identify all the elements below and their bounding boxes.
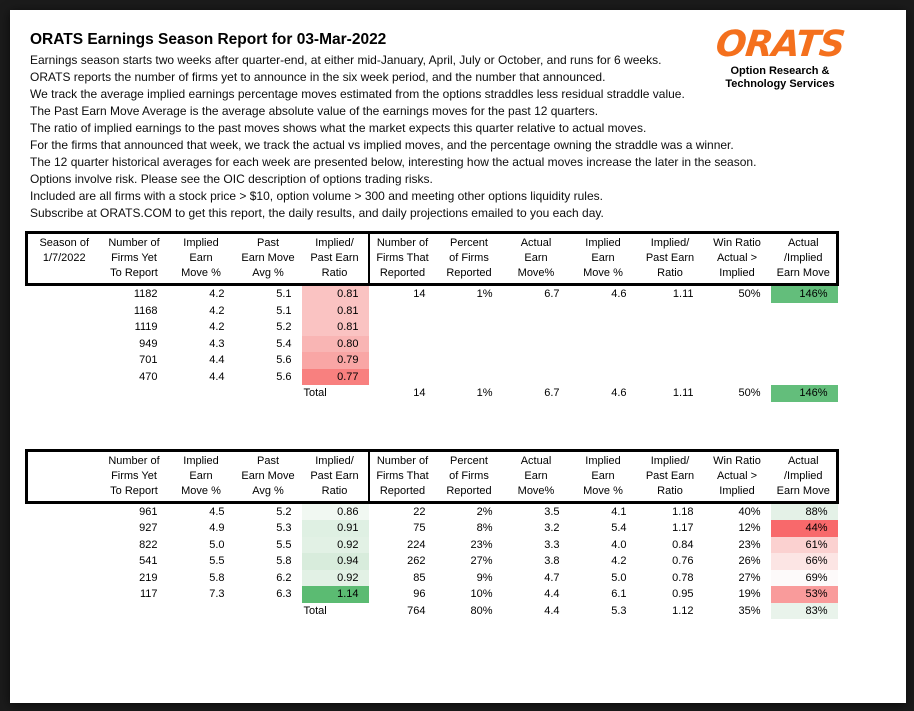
data-cell — [704, 319, 771, 336]
data-row — [27, 537, 838, 554]
data-cell — [27, 352, 101, 369]
data-cell: 0.77 — [302, 369, 369, 386]
data-cell — [771, 369, 838, 386]
total-cell: Total — [303, 604, 327, 617]
column-header: Past Earn Move Avg % — [235, 450, 302, 502]
data-cell — [570, 369, 637, 386]
data-cell — [369, 369, 436, 386]
data-cell: 0.78 — [672, 571, 694, 584]
column-header: Number of Firms Yet To Report — [101, 450, 168, 502]
data-cell: 85 — [413, 571, 426, 584]
data-cell — [570, 336, 637, 353]
total-cell — [27, 603, 101, 620]
current-season-table-body — [27, 285, 838, 402]
report-title: ORATS Earnings Season Report for 03-Mar-2022 — [30, 31, 387, 48]
data-cell: 0.81 — [302, 303, 369, 320]
data-cell — [369, 336, 436, 353]
data-cell: 1.11 — [672, 288, 694, 301]
data-cell: 26% — [738, 555, 761, 568]
data-row — [27, 369, 838, 386]
data-cell: 6.1 — [611, 588, 627, 601]
data-row — [27, 336, 838, 353]
data-cell: 5.2 — [276, 321, 292, 334]
data-cell: 0.81 — [302, 285, 369, 303]
data-cell: 19% — [738, 588, 761, 601]
data-cell: 5.1 — [276, 304, 292, 317]
data-cell: 4.2 — [209, 321, 225, 334]
intro-line: The Past Earn Move Average is the average absolute value of the earnings moves for the past 12 quarters. — [30, 104, 599, 118]
data-cell: 5.0 — [611, 571, 627, 584]
data-cell — [771, 352, 838, 369]
current-season-table — [25, 231, 839, 402]
data-cell — [27, 520, 101, 537]
data-cell: 4.0 — [611, 538, 627, 551]
column-header: Implied/ Past Earn Ratio — [637, 450, 704, 502]
data-cell: 66% — [771, 553, 838, 570]
data-cell: 0.76 — [672, 555, 694, 568]
orats-tagline — [712, 65, 848, 91]
data-cell: 0.86 — [302, 502, 369, 520]
data-cell: 4.2 — [209, 288, 225, 301]
data-cell: 88% — [771, 502, 838, 520]
total-cell: 50% — [738, 387, 761, 400]
data-cell: 701 — [139, 354, 158, 367]
data-cell: 6.7 — [544, 288, 560, 301]
data-cell: 3.3 — [544, 538, 560, 551]
data-cell: 5.1 — [276, 288, 292, 301]
data-cell — [503, 319, 570, 336]
column-header: Implied Earn Move % — [570, 450, 637, 502]
data-cell: 1.18 — [672, 505, 694, 518]
current-season-table-header — [27, 233, 838, 285]
total-cell: 35% — [738, 604, 761, 617]
total-cell — [101, 603, 168, 620]
column-header: Actual Earn Move% — [503, 233, 570, 285]
data-cell: 0.94 — [302, 553, 369, 570]
data-cell: 8% — [476, 522, 493, 535]
column-header: Implied/ Past Earn Ratio — [637, 233, 704, 285]
column-header: Implied/ Past Earn Ratio — [302, 233, 369, 285]
data-cell: 0.95 — [672, 588, 694, 601]
data-cell: 27% — [738, 571, 761, 584]
data-cell: 40% — [738, 505, 761, 518]
total-cell: 80% — [470, 604, 493, 617]
total-cell: 14 — [413, 387, 426, 400]
total-cell — [27, 385, 101, 402]
data-cell: 146% — [771, 285, 838, 303]
data-cell — [27, 336, 101, 353]
data-cell — [436, 352, 503, 369]
total-cell — [101, 385, 168, 402]
data-cell — [436, 336, 503, 353]
data-cell: 1.17 — [672, 522, 694, 535]
data-cell: 224 — [407, 538, 426, 551]
data-cell: 0.92 — [302, 570, 369, 587]
data-cell — [704, 369, 771, 386]
data-cell — [637, 336, 704, 353]
total-cell — [235, 603, 302, 620]
data-cell — [27, 369, 101, 386]
orats-wordmark-text: ORATS — [713, 24, 847, 65]
data-cell: 4.5 — [209, 505, 225, 518]
data-cell: 4.9 — [209, 522, 225, 535]
data-cell: 12% — [738, 522, 761, 535]
data-cell: 1% — [476, 288, 493, 301]
data-cell: 117 — [139, 588, 158, 601]
data-cell — [436, 319, 503, 336]
historical-averages-table — [25, 449, 839, 620]
data-cell — [637, 303, 704, 320]
data-cell: 2% — [476, 505, 493, 518]
data-cell: 5.6 — [276, 370, 292, 383]
data-cell — [503, 303, 570, 320]
report-page — [10, 10, 906, 703]
column-header — [27, 450, 101, 502]
data-cell — [27, 502, 101, 520]
column-header: Implied/ Past Earn Ratio — [302, 450, 369, 502]
data-cell: 1.14 — [302, 586, 369, 603]
orats-tagline-line2: Technology Services — [725, 78, 835, 90]
column-header: Implied Earn Move % — [168, 233, 235, 285]
data-cell — [570, 303, 637, 320]
column-header: Percent of Firms Reported — [436, 450, 503, 502]
orats-tagline-line1: Option Research & — [730, 65, 830, 77]
data-cell — [27, 285, 101, 303]
data-cell — [570, 319, 637, 336]
data-cell: 61% — [771, 537, 838, 554]
intro-line: We track the average implied earnings percentage moves estimated from the options straddles less residual straddle value. — [30, 87, 685, 101]
data-cell: 949 — [139, 337, 158, 350]
data-row — [27, 586, 838, 603]
data-cell: 4.4 — [209, 370, 225, 383]
column-header: Win Ratio Actual > Implied — [704, 450, 771, 502]
data-cell — [369, 319, 436, 336]
data-cell — [27, 553, 101, 570]
data-cell: 219 — [139, 571, 158, 584]
data-cell — [503, 336, 570, 353]
column-header: Percent of Firms Reported — [436, 233, 503, 285]
data-cell: 262 — [407, 555, 426, 568]
data-cell: 3.5 — [544, 505, 560, 518]
total-cell — [168, 603, 235, 620]
data-cell: 5.4 — [276, 337, 292, 350]
data-cell — [704, 336, 771, 353]
data-cell: 75 — [413, 522, 426, 535]
data-cell: 22 — [413, 505, 426, 518]
data-cell — [27, 537, 101, 554]
total-cell: 83% — [771, 603, 838, 620]
total-cell: 5.3 — [611, 604, 627, 617]
data-cell — [704, 303, 771, 320]
total-cell — [168, 385, 235, 402]
data-cell — [503, 369, 570, 386]
data-cell — [771, 303, 838, 320]
data-cell: 53% — [771, 586, 838, 603]
data-cell — [436, 369, 503, 386]
data-cell: 4.1 — [611, 505, 627, 518]
data-cell: 0.80 — [302, 336, 369, 353]
data-cell — [27, 319, 101, 336]
data-cell: 0.92 — [302, 537, 369, 554]
data-cell: 4.7 — [544, 571, 560, 584]
data-cell: 23% — [738, 538, 761, 551]
data-cell — [436, 303, 503, 320]
column-header: Number of Firms That Reported — [369, 450, 436, 502]
data-cell — [771, 336, 838, 353]
total-cell: 146% — [771, 385, 838, 402]
column-header: Win Ratio Actual > Implied — [704, 233, 771, 285]
intro-line: Earnings season starts two weeks after quarter-end, at either mid-January, April, July or October, and runs for 6 weeks. — [30, 53, 662, 67]
data-cell: 96 — [413, 588, 426, 601]
data-cell: 23% — [470, 538, 493, 551]
data-cell: 3.8 — [544, 555, 560, 568]
data-cell — [27, 303, 101, 320]
data-cell: 6.2 — [276, 571, 292, 584]
data-cell — [369, 352, 436, 369]
header-row — [27, 233, 838, 285]
total-cell: 4.4 — [544, 604, 560, 617]
data-cell — [503, 352, 570, 369]
data-cell: 4.2 — [209, 304, 225, 317]
data-cell: 5.5 — [276, 538, 292, 551]
data-cell: 1168 — [133, 304, 158, 317]
data-cell: 5.5 — [209, 555, 225, 568]
data-row — [27, 303, 838, 320]
data-cell: 9% — [476, 571, 493, 584]
data-cell — [637, 319, 704, 336]
column-header: Past Earn Move Avg % — [235, 233, 302, 285]
intro-line: For the firms that announced that week, we track the actual vs implied moves, and the percentage owning the straddle was a winner. — [30, 138, 734, 152]
data-cell: 927 — [139, 522, 158, 535]
data-cell: 541 — [139, 555, 158, 568]
historical-averages-table-header — [27, 450, 838, 502]
column-header: Number of Firms That Reported — [369, 233, 436, 285]
data-cell: 4.4 — [544, 588, 560, 601]
data-cell: 822 — [139, 538, 158, 551]
data-cell — [27, 570, 101, 587]
data-cell: 961 — [139, 505, 158, 518]
total-cell: 1% — [476, 387, 493, 400]
data-cell: 5.3 — [276, 522, 292, 535]
data-cell — [637, 352, 704, 369]
data-cell — [570, 352, 637, 369]
total-cell: Total — [303, 387, 327, 400]
column-header: Implied Earn Move % — [168, 450, 235, 502]
data-cell: 1182 — [133, 288, 158, 301]
data-cell: 50% — [738, 288, 761, 301]
header-row — [27, 450, 838, 502]
data-cell: 5.8 — [276, 555, 292, 568]
column-header: Actual Earn Move% — [503, 450, 570, 502]
intro-line: Subscribe at ORATS.COM to get this report, the daily results, and daily projections emailed to you each day. — [30, 206, 604, 220]
data-cell: 3.2 — [544, 522, 560, 535]
data-cell: 0.79 — [302, 352, 369, 369]
data-cell: 7.3 — [209, 588, 225, 601]
total-cell: 6.7 — [544, 387, 560, 400]
data-row — [27, 502, 838, 520]
column-header: Number of Firms Yet To Report — [101, 233, 168, 285]
data-row — [27, 570, 838, 587]
data-cell: 4.4 — [209, 354, 225, 367]
intro-line: ORATS reports the number of firms yet to announce in the six week period, and the number that announced. — [30, 70, 606, 84]
column-header: Season of 1/7/2022 — [27, 233, 101, 285]
data-cell: 470 — [139, 370, 158, 383]
data-cell: 5.2 — [276, 505, 292, 518]
data-cell — [27, 586, 101, 603]
data-row — [27, 352, 838, 369]
data-cell: 5.8 — [209, 571, 225, 584]
data-cell — [771, 319, 838, 336]
data-cell — [369, 303, 436, 320]
total-cell: 4.6 — [611, 387, 627, 400]
data-cell: 0.91 — [302, 520, 369, 537]
total-cell — [235, 385, 302, 402]
data-row — [27, 319, 838, 336]
data-cell: 4.2 — [611, 555, 627, 568]
total-cell: 1.11 — [672, 387, 694, 400]
total-cell: 764 — [407, 604, 426, 617]
orats-logo — [712, 26, 848, 91]
data-cell: 5.6 — [276, 354, 292, 367]
data-row — [27, 553, 838, 570]
data-cell: 1119 — [134, 321, 158, 334]
data-row — [27, 520, 838, 537]
data-cell: 27% — [470, 555, 493, 568]
data-cell: 5.0 — [209, 538, 225, 551]
data-cell: 6.3 — [276, 588, 292, 601]
data-cell — [704, 352, 771, 369]
data-cell: 4.3 — [209, 337, 225, 350]
total-row — [27, 603, 838, 620]
data-cell: 10% — [470, 588, 493, 601]
column-header: Implied Earn Move % — [570, 233, 637, 285]
data-cell: 0.81 — [302, 319, 369, 336]
column-header: Actual /Implied Earn Move — [771, 450, 838, 502]
intro-line: The ratio of implied earnings to the past moves shows what the market expects this quarter relative to actual moves. — [30, 121, 647, 135]
data-cell — [637, 369, 704, 386]
data-cell: 69% — [771, 570, 838, 587]
data-cell: 4.6 — [611, 288, 627, 301]
total-row — [27, 385, 838, 402]
column-header: Actual /Implied Earn Move — [771, 233, 838, 285]
historical-averages-table-body — [27, 502, 838, 619]
intro-line: Included are all firms with a stock price > $10, option volume > 300 and meeting other options liquidity rules. — [30, 189, 603, 203]
data-cell: 14 — [413, 288, 426, 301]
total-cell: 1.12 — [672, 604, 694, 617]
intro-line: The 12 quarter historical averages for each week are presented below, interesting how the actual moves increase the later in the season. — [30, 155, 757, 169]
data-row — [27, 285, 838, 303]
data-cell: 0.84 — [672, 538, 694, 551]
data-cell: 5.4 — [611, 522, 627, 535]
data-cell: 44% — [771, 520, 838, 537]
intro-line: Options involve risk. Please see the OIC description of options trading risks. — [30, 172, 433, 186]
